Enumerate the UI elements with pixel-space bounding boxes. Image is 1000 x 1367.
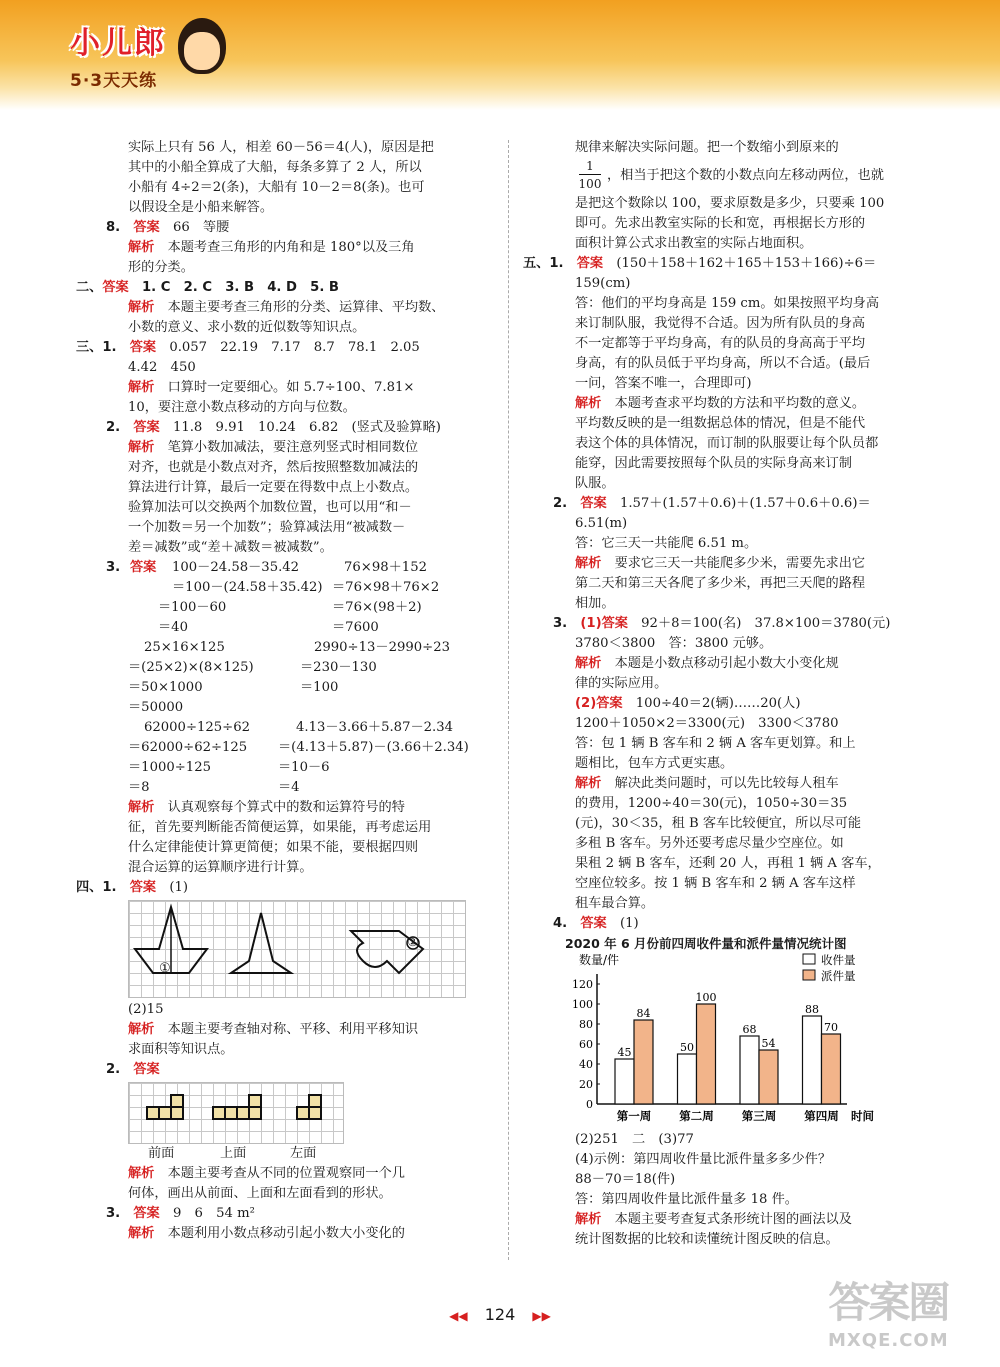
bar-value-label: 68 [742, 1023, 757, 1036]
answer-text: (150＋158＋162＋165＋153＋166)÷6＝ [616, 256, 877, 271]
calc-line: ＝(4.13＋5.87)－(3.66＋2.34) [278, 740, 469, 755]
legend-label: 收件量 [821, 953, 856, 967]
explanation-text: 第二天和第三天各爬了多少米，再把三天爬的路程 [575, 576, 866, 591]
answer-text: 答：他们的平均身高是 159 cm。如果按照平均身高 [575, 296, 880, 311]
bar-receive [740, 1036, 759, 1104]
page-number: 124 [484, 1305, 516, 1324]
bar-deliver [759, 1050, 778, 1104]
answer-text: (4)示例：第四周收件量比派件量多多少件？ [575, 1152, 832, 1167]
answer-text: 1. C 2. C 3. B 4. D 5. B [141, 280, 339, 295]
y-tick-label: 80 [579, 1018, 593, 1031]
calc-line: ＝50×1000 [128, 680, 203, 695]
symmetry-figure-grid [128, 900, 466, 998]
explanation-text: 对齐，也就是小数点对齐，然后按照整数加减法的 [128, 460, 419, 475]
y-tick-label: 60 [579, 1038, 593, 1051]
explanation-tag: 解析 [128, 1166, 155, 1181]
explanation-tag: 解析 [128, 1226, 155, 1241]
column-divider [508, 140, 509, 1260]
explanation-text: 认真观察每个算式中的数和运算符号的特 [167, 800, 405, 815]
explanation-text: (元)，30＜35，租 B 客车比较便宜，所以尽可能 [575, 816, 862, 831]
bar-receive [615, 1059, 634, 1104]
answer-text: 11.8 9.91 10.24 6.82 (竖式及验算略) [172, 420, 441, 435]
explanation-text: 本题是小数点移动引起小数大小变化规 [614, 656, 839, 671]
answer-tag: 答案 [133, 220, 160, 235]
answer-text: 答：它三天一共能爬 6.51 m。 [575, 536, 758, 551]
text-line: 即可。先求出教室实际的长和宽，再根据长方形的 [575, 216, 866, 231]
explanation-text: 征，首先要判断能否简便运算，如果能，再考虑运用 [128, 820, 432, 835]
explanation-tag: 解析 [575, 776, 602, 791]
explanation-text: 能穿，因此需要按照每个队员的实际身高来订制 [575, 456, 852, 471]
answer-tag: 答案 [601, 616, 628, 631]
text-line: ，相当于把这个数的小数点向左移动两位，也就 [607, 168, 884, 183]
explanation-text: 多租 B 客车。另外还要考虑尽量少空座位。如 [575, 836, 844, 851]
x-tick-label: 第四周 [804, 1109, 839, 1123]
bar-value-label: 45 [617, 1046, 632, 1059]
explanation-tag: 解析 [575, 1212, 602, 1227]
answer-text: 不一定都等于平均身高，有的队员的身高高于平均 [575, 336, 866, 351]
calc-line: ＝7600 [332, 620, 379, 635]
watermark-text: 答案圈 [828, 1278, 949, 1327]
answer-tag: 答案 [102, 280, 129, 295]
explanation-text: 本题主要考查轴对称、平移、利用平移知识 [167, 1022, 419, 1037]
answer-text: 题相比，包车方式更实惠。 [575, 756, 734, 771]
answer-text: 身高，有的队员低于平均身高，所以不合适。(最后 [575, 356, 871, 371]
figure-label-2: ② [407, 935, 419, 950]
answer-text: 66 等腰 [172, 220, 230, 235]
answer-tag: 答案 [133, 1062, 160, 1077]
answer-text: 92＋8＝100(名) 37.8×100＝3780(元) [641, 616, 891, 631]
question-number: 3. [106, 1206, 121, 1221]
answer-text: 88－70＝18(件) [575, 1172, 676, 1187]
calc-line: ＝62000÷62÷125 [128, 740, 248, 755]
explanation-text: 本题主要考查三角形的分类、运算律、平均数、 [167, 300, 445, 315]
chart-container [565, 934, 927, 1130]
bar-value-label: 70 [824, 1021, 838, 1034]
answer-text: 0.057 22.19 7.17 8.7 78.1 2.05 [169, 340, 420, 355]
text-line: 小船有 4÷2＝2(条)，大船有 10－2＝8(条)。也可 [128, 180, 425, 195]
y-tick-label: 100 [572, 998, 593, 1011]
explanation-text: 10，要注意小数点移动的方向与位数。 [128, 400, 356, 415]
answer-text: 159(cm) [575, 276, 631, 291]
calc-line: 4.13－3.66＋5.87－2.34 [296, 720, 454, 735]
left-column [76, 138, 493, 1244]
view-label-top: 上面 [220, 1146, 247, 1161]
question-number: 3. [553, 616, 568, 631]
answer-text: 9 6 54 m² [172, 1206, 255, 1221]
calc-line: ＝100 [300, 680, 339, 695]
views-grid [128, 1082, 344, 1144]
explanation-text: 笔算小数加减法，要注意列竖式时相同数位 [167, 440, 419, 455]
explanation-text: 形的分类。 [128, 260, 194, 275]
calc-line: ＝10－6 [278, 760, 330, 775]
section-number: 五、1. [523, 256, 564, 271]
calc-line: 100－24.58－35.42 [172, 560, 300, 575]
page-header [0, 0, 1000, 110]
explanation-text: 租车最合算。 [575, 896, 655, 911]
calc-line: 25×16×125 [144, 640, 225, 655]
calc-line: ＝76×98＋76×2 [332, 580, 440, 595]
bar-value-label: 84 [636, 1007, 651, 1020]
bar-receive [803, 1016, 822, 1104]
explanation-text: 队服。 [575, 476, 615, 491]
figure-shape-arrow [231, 913, 291, 973]
calc-line: ＝(25×2)×(8×125) [128, 660, 254, 675]
next-arrows-icon: ▶▶ [532, 1309, 551, 1323]
explanation-text: 果租 2 辆 B 客车，还剩 20 人，再租 1 辆 A 客车， [575, 856, 881, 871]
prev-arrows-icon: ◀◀ [449, 1309, 468, 1323]
y-tick-label: 40 [579, 1058, 593, 1071]
calc-line: 62000÷125÷62 [144, 720, 251, 735]
y-tick-label: 120 [572, 978, 593, 991]
answer-tag: 答案 [580, 496, 607, 511]
explanation-tag: 解析 [575, 556, 602, 571]
part-label: (1) [580, 616, 602, 631]
explanation-text: 解决此类问题时，可以先比较每人租车 [614, 776, 839, 791]
explanation-text: 验算加法可以交换两个加数位置，也可以用“和－ [128, 500, 412, 515]
answer-text: 答：包 1 辆 B 客车和 2 辆 A 客车更划算。和上 [575, 736, 856, 751]
answer-tag: 答案 [133, 1206, 160, 1221]
answer-text: 1200＋1050×2＝3300(元) 3300＜3780 [575, 716, 839, 731]
answer-text: 一问，答案不唯一，合理即可) [575, 376, 752, 391]
legend-swatch [803, 954, 815, 964]
right-column [523, 138, 937, 1250]
y-tick-label: 20 [579, 1078, 593, 1091]
explanation-text: 本题主要考查复式条形统计图的画法以及 [614, 1212, 852, 1227]
answer-tag: 答案 [129, 340, 157, 355]
explanation-text: 何体，画出从前面、上面和左面看到的形状。 [128, 1186, 392, 1201]
answer-tag: 答案 [596, 696, 623, 711]
explanation-text: 平均数反映的是一组数据总体的情况，但是不能代 [575, 416, 866, 431]
part-label: (2) [575, 696, 597, 711]
legend-label: 派件量 [821, 969, 856, 983]
explanation-text: 统计图数据的比较和读懂统计图反映的信息。 [575, 1232, 839, 1247]
chart-title: 2020 年 6 月份前四周收件量和派件量情况统计图 [565, 936, 847, 951]
section-number: 三、1. [76, 340, 117, 355]
bar-deliver [634, 1020, 653, 1104]
explanation-text: 本题考查求平均数的方法和平均数的意义。 [614, 396, 866, 411]
explanation-text: 本题考查三角形的内角和是 180°以及三角 [167, 240, 415, 255]
calc-line: ＝230－130 [300, 660, 377, 675]
answer-text: (1) [619, 916, 639, 931]
answer-tag: 答案 [580, 916, 607, 931]
x-tick-label: 第二周 [679, 1109, 714, 1123]
explanation-text: 表这个体的具体情况，而订制的队服要让每个队员都 [575, 436, 879, 451]
views-labels [128, 1144, 493, 1164]
answer-tag: 答案 [129, 880, 157, 895]
calc-line: ＝40 [158, 620, 188, 635]
explanation-tag: 解析 [128, 1022, 155, 1037]
legend-swatch [803, 970, 815, 980]
answer-text: (1) [169, 880, 188, 895]
explanation-tag: 解析 [128, 380, 155, 395]
explanation-text: 本题利用小数点移动引起小数大小变化的 [167, 1226, 405, 1241]
explanation-text: 什么定律能使计算更简便；如果不能，要根据四则 [128, 840, 419, 855]
brand-logo [70, 18, 166, 91]
answer-text: (2)15 [128, 1002, 164, 1017]
answer-text: 答：第四周收件量比派件量多 18 件。 [575, 1192, 798, 1207]
explanation-text: 差＝减数”或“差＋减数＝被减数”。 [128, 540, 333, 555]
text-line: 其中的小船全算成了大船，每条多算了 2 人，所以 [128, 160, 422, 175]
text-line: 规律来解决实际问题。把一个数缩小到原来的 [575, 140, 839, 155]
calc-line: 2990÷13－2990÷23 [314, 640, 450, 655]
bar-receive [678, 1054, 697, 1104]
answer-text: 100÷40＝2(辆)……20(人) [635, 696, 801, 711]
answer-tag: 答案 [576, 256, 604, 271]
explanation-text: 混合运算的运算顺序进行计算。 [128, 860, 313, 875]
answer-text: 来订制队服，我觉得不合适。因为所有队员的身高 [575, 316, 866, 331]
x-tick-label: 第三周 [741, 1109, 777, 1123]
bar-value-label: 50 [680, 1041, 694, 1054]
calc-line: ＝1000÷125 [128, 760, 211, 775]
series-name: 5·3天天练 [70, 71, 158, 91]
text-line: 是把这个数除以 100，要求原数是多少，只要乘 100 [575, 196, 885, 211]
explanation-tag: 解析 [128, 240, 155, 255]
answer-text: 1.57＋(1.57＋0.6)＋(1.57＋0.6＋0.6)＝ [619, 496, 871, 511]
explanation-text: 空座位较多。按 1 辆 B 客车和 2 辆 A 客车这样 [575, 876, 856, 891]
question-number: 2. [553, 496, 568, 511]
explanation-text: 律的实际应用。 [575, 676, 668, 691]
explanation-text: 一个加数＝另一个加数”；验算减法用“被减数－ [128, 520, 406, 535]
bar-value-label: 54 [761, 1037, 776, 1050]
question-number: 8. [106, 220, 121, 235]
explanation-tag: 解析 [575, 656, 602, 671]
calc-line: ＝100－60 [158, 600, 227, 615]
watermark-url: MXQE.COM [828, 1330, 949, 1351]
bar-chart [565, 952, 925, 1128]
question-number: 4. [553, 916, 568, 931]
explanation-text: 算法进行计算，最后一定要在得数中点上小数点。 [128, 480, 419, 495]
explanation-text: 本题主要考查从不同的位置观察同一个几 [167, 1166, 405, 1181]
y-tick-label: 0 [586, 1098, 593, 1111]
explanation-text: 的费用，1200÷40＝30(元)，1050÷30＝35 [575, 796, 848, 811]
fraction-line [575, 158, 937, 194]
y-axis-label: 数量/件 [579, 953, 620, 967]
explanation-tag: 解析 [575, 396, 602, 411]
answer-text: 4.42 450 [128, 360, 196, 375]
calc-line: ＝50000 [128, 700, 184, 715]
question-number: 3. [106, 560, 121, 575]
calc-line: ＝100－(24.58＋35.42) [172, 580, 323, 595]
answer-text: 3780＜3800 答：3800 元够。 [575, 636, 773, 651]
explanation-text: 小数的意义、求小数的近似数等知识点。 [128, 320, 366, 335]
explanation-text: 要求它三天一共能爬多少米，需要先求出它 [614, 556, 866, 571]
bar-value-label: 88 [805, 1003, 819, 1016]
explanation-tag: 解析 [128, 300, 155, 315]
explanation-text: 口算时一定要细心。如 5.7÷100、7.81× [167, 380, 415, 395]
calc-line: ＝8 [128, 780, 150, 795]
text-line: 以假设全是小船来解答。 [128, 200, 274, 215]
views-figure [129, 1083, 343, 1143]
explanation-tag: 解析 [128, 800, 155, 815]
text-line: 面积计算公式求出教室的实际占地面积。 [575, 236, 813, 251]
figure-label-1: ① [159, 961, 171, 976]
calc-line: 76×98＋152 [344, 560, 427, 575]
fraction-denominator: 100 [578, 177, 602, 191]
view-label-left: 左面 [290, 1146, 317, 1161]
fraction-numerator: 1 [579, 158, 601, 175]
explanation-text: 求面积等知识点。 [128, 1042, 234, 1057]
mascot-icon [178, 18, 226, 74]
answer-text: 6.51(m) [575, 516, 628, 531]
bar-deliver [697, 1004, 716, 1104]
explanation-tag: 解析 [128, 440, 155, 455]
answer-text: (2)251 二 (3)77 [575, 1132, 694, 1147]
calc-block [106, 558, 493, 798]
question-number: 2. [106, 1062, 121, 1077]
bar-deliver [822, 1034, 841, 1104]
bar-value-label: 100 [695, 991, 717, 1004]
watermark [828, 1270, 949, 1351]
question-number: 2. [106, 420, 121, 435]
answer-tag: 答案 [133, 420, 160, 435]
calc-line: ＝4 [278, 780, 300, 795]
view-label-front: 前面 [148, 1146, 175, 1161]
explanation-text: 相加。 [575, 596, 615, 611]
text-line: 实际上只有 56 人，相差 60－56＝4(人)，原因是把 [128, 140, 434, 155]
x-tick-label: 第一周 [616, 1109, 652, 1123]
calc-line: ＝76×(98＋2) [332, 600, 422, 615]
brand-name: 小儿郎 [70, 26, 166, 61]
section-number: 四、1. [76, 880, 117, 895]
section-number: 二、 [76, 280, 103, 295]
x-axis-label: 时间 [851, 1109, 874, 1123]
answer-tag: 答案 [130, 560, 157, 575]
